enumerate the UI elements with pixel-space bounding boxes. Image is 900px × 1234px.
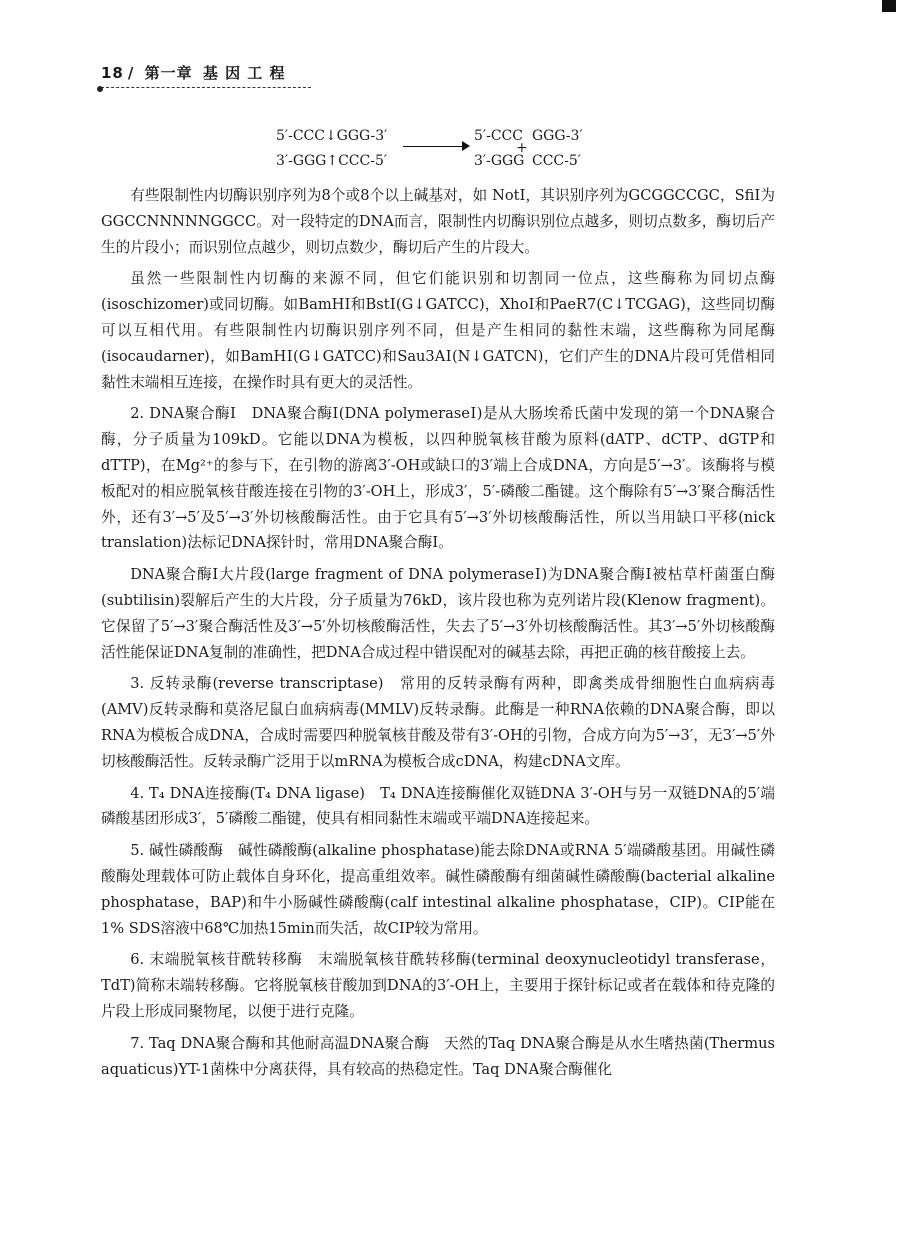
reaction-left-bottom: 3′-GGG↑CCC-5′: [276, 153, 388, 169]
cleavage-reaction: [276, 128, 606, 178]
paragraph-taq-polymerase: 7. Taq DNA聚合酶和其他耐高温DNA聚合酶 天然的Taq DNA聚合酶是从水生嗜热菌(Thermus aquaticus)YT-1菌株中分离获得，具有较高的热稳定性。Taq DNA聚合酶催化: [101, 1034, 775, 1078]
corner-mark: [882, 0, 896, 12]
header-rule: [101, 87, 311, 88]
reaction-arrow: [403, 146, 467, 147]
paragraph-alkaline-phosphatase: 5. 碱性磷酸酶 碱性磷酸酶(alkaline phosphatase)能去除DNA或RNA 5′端磷酸基团。用碱性磷酸酶处理载体可防止载体自身环化，提高重组效率。碱性磷酸酶有细菌碱性磷酸酶(bacterial alkaline phosphatase，BAP)和牛小肠碱性磷酸酶(calf intestinal alkaline phosphatase，CIP)。CIP能在1% SDS溶液中68℃加热15min而失活，故CIP较为常用。: [101, 842, 775, 937]
header-dot: [97, 86, 103, 92]
reaction-right-top-b: GGG-3′: [532, 128, 583, 144]
reaction-arrow-head: [462, 141, 470, 151]
chapter-title: 基 因 工 程: [202, 64, 286, 82]
reaction-left-top: 5′-CCC↓GGG-3′: [276, 128, 388, 144]
header-separator: /: [127, 64, 135, 82]
reaction-right-top-a: 5′-CCC: [474, 128, 523, 144]
paragraph-tdt: 6. 末端脱氧核苷酰转移酶 末端脱氧核苷酰转移酶(terminal deoxynucleotidyl transferase，TdT)简称末端转移酶。它将脱氧核苷酸加到DNA的3′-OH上，主要用于探针标记或者在载体和待克隆的片段上形成同聚物尾，以便于进行克隆。: [101, 951, 775, 1020]
body-text: [101, 183, 775, 1082]
reaction-plus: +: [516, 140, 528, 156]
paragraph-isoschizomer: 虽然一些限制性内切酶的来源不同，但它们能识别和切割同一位点，这些酶称为同切点酶(isoschizomer)或同切酶。如BamHⅠ和BstⅠ(G↓GATCC)，XhoⅠ和PaeR7(C↓TCGAG)，这些同切酶可以互相代用。有些限制性内切酶识别序列不同，但是产生相同的黏性末端，这些酶称为同尾酶(isocaudarner)，如BamHⅠ(G↓GATCC)和Sau3AⅠ(N↓GATCN)，它们产生的DNA片段可凭借相同黏性末端相互连接，在操作时具有更大的灵活性。: [101, 270, 775, 391]
paragraph-recognition-length: 有些限制性内切酶识别序列为8个或8个以上碱基对，如 NotⅠ，其识别序列为GCGGCCGC，SfiⅠ为GGCCNNNNNGGCC。对一段特定的DNA而言，限制性内切酶识别位点越多，则切点数多，酶切后产生的片段小；而识别位点越少，则切点数少，酶切后产生的片段大。: [101, 187, 775, 256]
reaction-right-bottom-a: 3′-GGG: [474, 153, 525, 169]
paragraph-t4-ligase: 4. T₄ DNA连接酶(T₄ DNA ligase) T₄ DNA连接酶催化双链DNA 3′-OH与另一双链DNA的5′端磷酸基团形成3′，5′磷酸二酯键，使具有相同黏性末端或平端DNA连接起来。: [101, 784, 775, 828]
paragraph-klenow-fragment: DNA聚合酶Ⅰ大片段(large fragment of DNA polymeraseⅠ)为DNA聚合酶Ⅰ被枯草杆菌蛋白酶(subtilisin)裂解后产生的大片段，分子质量为76kD，该片段也称为克列诺片段(Klenow fragment)。它保留了5′→3′聚合酶活性及3′→5′外切核酸酶活性，失去了5′→3′外切核酸酶活性。其3′→5′外切核酸酶活性能保证DNA复制的准确性，把DNA合成过程中错误配对的碱基去除，再把正确的核苷酸接上去。: [101, 566, 775, 661]
running-header: [101, 62, 801, 88]
page-number: 18: [101, 64, 124, 82]
reaction-right-bottom-b: CCC-5′: [532, 153, 581, 169]
paragraph-dna-polymerase-i: 2. DNA聚合酶Ⅰ DNA聚合酶Ⅰ(DNA polymeraseⅠ)是从大肠埃希氏菌中发现的第一个DNA聚合酶，分子质量为109kD。它能以DNA为模板，以四种脱氧核苷酸为原料(dATP、dCTP、dGTP和dTTP)，在Mg²⁺的参与下，在引物的游离3′-OH或缺口的3′端上合成DNA，方向是5′→3′。该酶将与模板配对的相应脱氧核苷酸连接在引物的3′-OH上，形成3′，5′-磷酸二酯键。这个酶除有5′→3′聚合酶活性外，还有3′→5′及5′→3′外切核酸酶活性。由于它具有5′→3′外切核酸酶活性，所以当用缺口平移(nick translation)法标记DNA探针时，常用DNA聚合酶Ⅰ。: [101, 405, 775, 552]
chapter-label: 第一章: [144, 64, 193, 82]
paragraph-reverse-transcriptase: 3. 反转录酶(reverse transcriptase) 常用的反转录酶有两种，即禽类成骨细胞性白血病病毒(AMV)反转录酶和莫洛尼鼠白血病病毒(MMLV)反转录酶。此酶是一种RNA依赖的DNA聚合酶，即以RNA为模板合成DNA，合成时需要四种脱氧核苷酸及带有3′-OH的引物，合成方向为5′→3′，无3′→5′外切核酸酶活性。反转录酶广泛用于以mRNA为模板合成cDNA，构建cDNA文库。: [101, 675, 775, 770]
